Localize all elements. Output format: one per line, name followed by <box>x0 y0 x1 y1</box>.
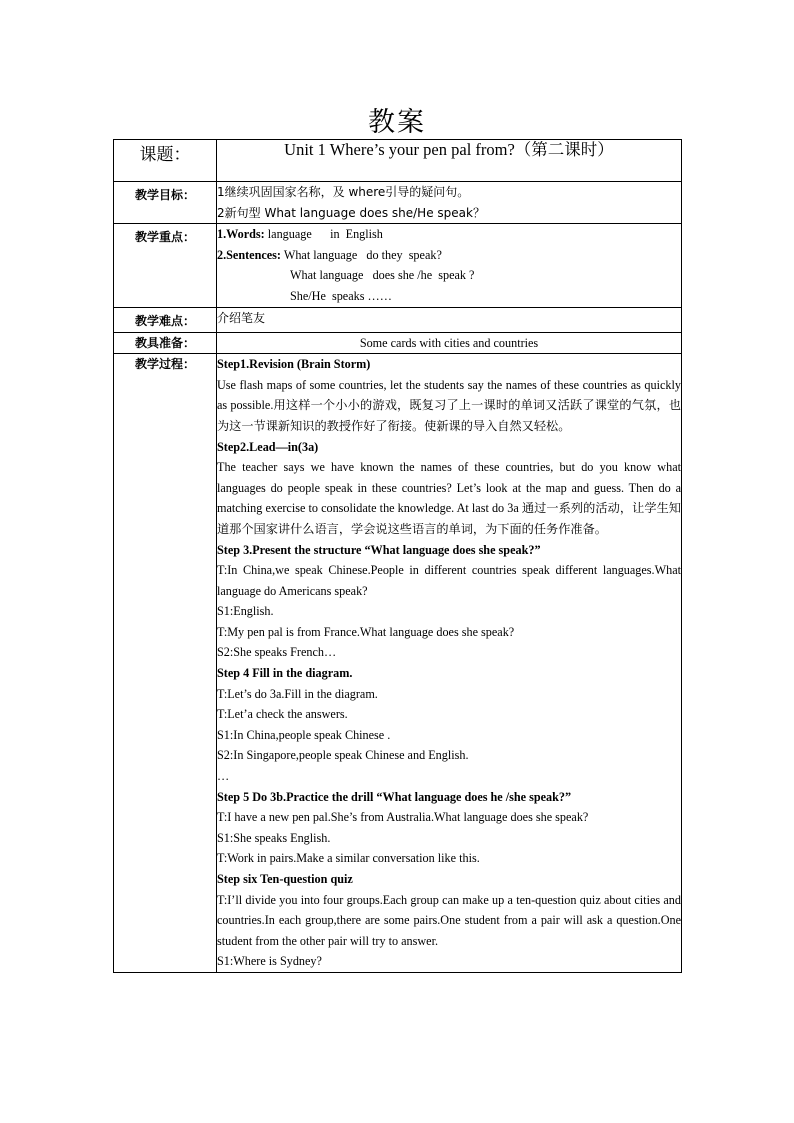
step6-heading: Step six Ten-question quiz <box>217 872 353 886</box>
materials-label-cell <box>114 332 217 354</box>
page-title: 教案 <box>368 107 426 138</box>
key-points-label: 教学重点： <box>134 230 195 245</box>
step1-text: Use flash maps of some countries, let the students say the names of these countries as quickly as possible.用这样一个小小的游戏，既复习了上一课时的单词又活跃了课堂的气氛，也为这一节课新知识的教授作好了衔接。使新课的导入自然又轻松。 <box>217 377 681 433</box>
lesson-plan-table <box>113 139 682 973</box>
step3-line: S1:English. <box>217 604 274 619</box>
row-topic <box>114 140 682 182</box>
key-points-label-cell <box>114 224 217 307</box>
objectives-label-cell <box>114 182 217 224</box>
row-key-points <box>114 224 682 307</box>
process-cell <box>217 354 682 973</box>
step4-line: T:Let’a check the answers. <box>217 707 348 722</box>
step3-line: T:My pen pal is from France.What language does she speak? <box>217 624 515 639</box>
sentence-3: She/He speaks …… <box>290 288 392 303</box>
step3-heading: Step 3.Present the structure “What language does she speak?” <box>217 542 541 557</box>
step1-heading: Step1.Revision (Brain Storm) <box>217 357 371 372</box>
topic-label: 课题： <box>114 140 217 182</box>
objectives-label: 教学目标： <box>134 188 195 202</box>
step6-last: S1:Where is Sydney? <box>217 954 322 969</box>
words-label: 1.Words: <box>217 227 265 242</box>
process-label: 教学过程： <box>134 357 195 372</box>
step6-text: T:I’ll divide you into four groups.Each group can make up a ten-question quiz about cities and countries.In each group,there are some pairs.One student from a pair will ask a question.One student from the other pair will try to answer. <box>217 892 681 948</box>
step5-line: T:I have a new pen pal.She’s from Australia.What language does she speak? <box>217 810 589 825</box>
difficulty-cell <box>217 307 682 332</box>
row-process <box>114 354 682 973</box>
step2-text: The teacher says we have known the names of these countries, but do you know what languages do people speak in these countries? Let’s look at the map and guess. Then do a matching exercise to consolidate the knowledge. At last do 3a 通过一系列的活动，让学生知道那个国家讲什么语言，学会说这些语言的单词，为下面的任务作准备。 <box>217 460 681 536</box>
process-label-cell <box>114 354 217 973</box>
step3-text: T:In China,we speak Chinese.People in different countries speak different languages.What language do Americans speak? <box>217 563 681 598</box>
objective-line: 2新句型 What language does she/He speak？ <box>217 205 485 220</box>
step4-line: S2:In Singapore,people speak Chinese and English. <box>217 748 469 763</box>
step2-heading: Step2.Lead—in(3a) <box>217 439 319 454</box>
key-points-cell <box>217 224 682 307</box>
step5-line: S1:She speaks English. <box>217 830 331 845</box>
sentence-2: What language does she /he speak ? <box>290 268 475 283</box>
row-objectives <box>114 182 682 224</box>
step5-line: T:Work in pairs.Make a similar conversation like this. <box>217 851 480 866</box>
step5-heading: Step 5 Do 3b.Practice the drill “What language does he /she speak?” <box>217 789 572 804</box>
step4-line: … <box>217 769 230 784</box>
words-line <box>217 224 681 245</box>
difficulty-value: 介绍笔友 <box>217 310 266 325</box>
objective-line: 1继续巩固国家名称，及 where引导的疑问句。 <box>217 185 470 199</box>
sentences-label: 2.Sentences: <box>217 247 281 262</box>
sentences-line <box>217 245 681 266</box>
words-value: language in English <box>267 227 383 242</box>
step4-heading: Step 4 Fill in the diagram. <box>217 666 353 681</box>
materials-value: Some cards with cities and countries <box>217 332 682 354</box>
topic-value: Unit 1 Where’s your pen pal from?（第二课时） <box>217 140 682 182</box>
row-difficulty <box>114 307 682 332</box>
difficulty-label-cell <box>114 307 217 332</box>
row-materials <box>114 332 682 354</box>
step4-line: S1:In China,people speak Chinese . <box>217 727 391 742</box>
sentence-1: What language do they speak? <box>283 247 442 262</box>
objectives-cell <box>217 182 682 224</box>
difficulty-label: 教学难点： <box>134 313 195 328</box>
step4-line: T:Let’s do 3a.Fill in the diagram. <box>217 686 378 701</box>
materials-label: 教具准备： <box>134 335 195 350</box>
step3-line: S2:She speaks French… <box>217 645 337 660</box>
